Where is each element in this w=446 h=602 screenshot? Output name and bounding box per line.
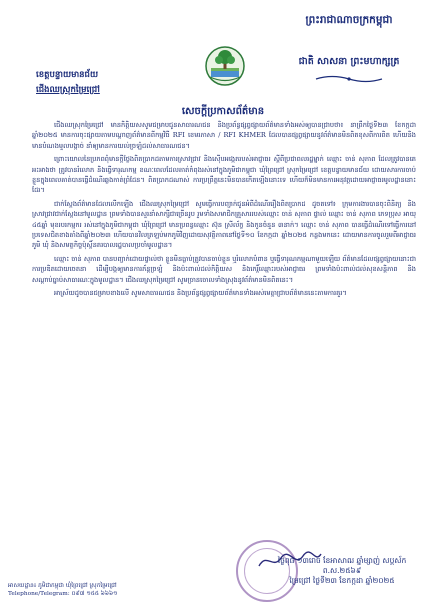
paragraph-1: ជើងឈស្រុកម្រៃជ្រៅ មានកិត្តិយសសូមជម្រាបជូនសាធារណជន និងប្រព័ន្ធផ្សព្វផ្សាយព័ត៌មានទាំងអស់ឲ្យបានជ្រាបថា៖ នាព្រឹកថ្ងៃទី២៣ ខែកក្កដា ឆ្នាំ២០២៥ មានការចុះផ្សាយតាមបណ្តាញព័ត៌មានពីកម្មវិធី RFI ខេមរភាសា / RFI KHMER ដែលបានផ្សព្វផ្សាយនូវព័ត៌មានមិនពិតខុសពីការពិត ហើយនិងមានបំណងមួលបង្កាច់ នាំឲ្យមានការយល់ច្រឡំដល់សាធារណជន។ — [32, 121, 416, 150]
district-office-name: ជើងឈស្រុកម្រៃជ្រៅ — [36, 85, 100, 95]
solar-date: ម្រៃជ្រៅ ថ្ងៃទី២៣ ខែកក្កដា ឆ្នាំ២០២៥ — [289, 576, 395, 585]
paragraph-2: ព្រោះយោលនៃប្រភពពុំមានក្តីថ្លែងពិតប្រាកដតាមការស្រាវជ្រាវ និងស៊ើបអង្កេតរបស់អាជ្ញាធរ ស្តីពីប្រជាពលរដ្ឋម្នាក់ ឈ្មោះ ចាន់ សុភាព ដែលត្រូវបានគេអះអាងថា ត្រូវបានរំលោភ និងធ្វើទារុណកម្ម ខណៈពេលដែលគាត់កំពុងរស់នៅក្នុងភូមិជាកម្ពុជា ឃុំព្រៃជ្រៅ ស្រុកម្រៃជ្រៅ ខេត្តបន្ទាយមានជ័យ ដោយសារការចាប់ខ្លួនក្នុងពេលគាត់បានធ្វើដំណើរឆ្លងកាត់ព្រំដែន។ ពិតប្រាកដណាស់ ការប្រព្រឹត្តនេះមិនបានកើតឡើងនោះទេ ហើយក៏មិនមានការអនុវត្តដោយអាជ្ញាធរមូលដ្ឋាននោះដែរ។ — [32, 155, 416, 195]
footer-phone: Telephone/Telegram: ០៩៧ ១៥៥ ៦៦៦១ — [8, 591, 118, 597]
paragraph-5: អាស្រ័យដូចបានជម្រាបខាងលើ សូមសាធារណជន និងប្រព័ន្ធផ្សព្វផ្សាយព័ត៌មានទាំងអស់មេត្តាជ្រាបព័ត៌មាននេះតាមការគួរ។ — [54, 289, 347, 298]
national-motto: ជាតិ សាសនា ព្រះមហាក្សត្រ — [298, 56, 400, 67]
paragraph-3: ជាក់ស្តែងព័ត៌មានដែលលើកឡើង ជើងឈស្រុកម្រៃជ្រៅ សូមធ្វើការបញ្ជាក់ជូនអំពីដំណើររឿងពិតប្រាកដ ដូចតទៅ៖ ក្រុមការងារបានចុះពិនិត្យ និងស្រាវជ្រាវជាក់ស្តែងនៅមូលដ្ឋាន ព្រមទាំងបានសួរនាំសាក្សីជាច្រើនរូប រួមទាំងសមាជិកគ្រួសាររបស់ឈ្មោះ ចាន់ សុភាព ផ្ទាល់ ឈ្មោះ ចាន់ សុភាព ភេទប្រុស អាយុ ៤៥ឆ្នាំ មុខរបរកម្មករ រស់នៅក្នុងភូមិជាកម្ពុជា ឃុំព្រៃជ្រៅ មានប្រពន្ធឈ្មោះ ស៊ុន ស្រីល័ក្ខ និងកូនចំនួន ៣នាក់។ ឈ្មោះ ចាន់ សុភាព បានធ្វើដំណើរទៅធ្វើការនៅប្រទេសជិតខាងតាំងពីឆ្នាំ២០២៣ ហើយបានវិលត្រឡប់មកភូមិវិញដោយសុវត្ថិភាពនៅថ្ងៃទី១០ ខែកក្កដា ឆ្នាំ២០២៥ កន្លងមកនេះ ដោយមានការចូលរួមពីអាជ្ញាធរភូមិ ឃុំ និងសមត្ថកិច្ចប៉ុស្តិ៍នគរបាលរដ្ឋបាលប្រចាំមូលដ្ឋាន។ — [32, 199, 416, 250]
date-block — [272, 556, 412, 586]
kingdom-title: ព្រះរាជាណាចក្រកម្ពុជា — [305, 14, 393, 26]
announcement-body — [32, 120, 416, 302]
issuer-header — [36, 68, 100, 98]
page-title: សេចក្តីប្រកាសព័ត៌មាន — [181, 106, 265, 117]
national-header — [274, 14, 424, 88]
footer-contact — [8, 582, 118, 598]
district-emblem-icon — [205, 46, 245, 86]
province-name: ខេត្តបន្ទាយមានជ័យ — [36, 70, 99, 80]
footer-address: អាសយដ្ឋាន៖ ភូមិជាកម្ពុជា ឃុំព្រៃជ្រៅ ស្រុកម្រៃជ្រៅ — [8, 583, 117, 589]
ornament-divider-icon — [314, 74, 384, 84]
lunar-date: ថ្ងៃពុធ ១៣រោច ខែអាសាឍ ឆ្នាំម្សាញ់ សប្តស័ក ព.ស.២៥៦៩ — [277, 556, 407, 575]
paragraph-4: ឈ្មោះ ចាន់ សុភាព បានបញ្ជាក់ដោយផ្ទាល់ថា ខ្លួនមិនធ្លាប់ត្រូវបានចាប់ខ្លួន ឬរំលោភបំពាន ឬធ្វើទារុណកម្មណាមួយឡើយ ព័ត៌មានដែលផ្សព្វផ្សាយនោះជាការប្រឌិតដោយចេតនា ដើម្បីបង្កឲ្យមានការភ័ន្តច្រឡំ និងប៉ះពាល់ដល់កិត្តិយស និងកេរ្តិ៍ឈ្មោះរបស់អាជ្ញាធរ ព្រមទាំងប៉ះពាល់ដល់សុខសន្តិភាព និងសណ្តាប់ធ្នាប់សាធារណៈក្នុងមូលដ្ឋាន។ ជើងឈស្រុកម្រៃជ្រៅ សូមច្រានចោលទាំងស្រុងនូវព័ត៌មានមិនពិតនេះ។ — [32, 254, 416, 284]
